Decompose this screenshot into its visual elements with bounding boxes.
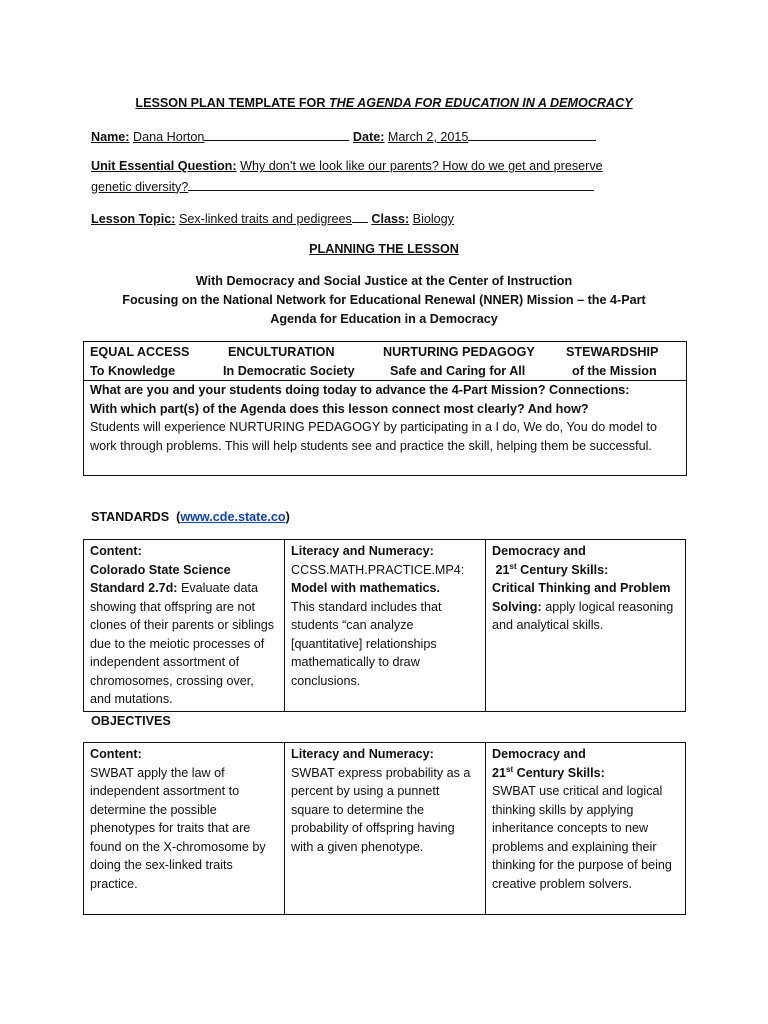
title-plain: LESSON PLAN TEMPLATE FOR [135, 96, 329, 110]
standards-content-bold: Colorado State Science Standard 2.7d: [90, 562, 231, 595]
standards-democracy-head-a: Democracy and [492, 544, 586, 558]
unit-essential-question [91, 157, 691, 196]
standards-democracy-num: 21 [495, 562, 510, 577]
objectives-label: OBJECTIVES [91, 714, 171, 728]
ueq-label: Unit Essential Question: [91, 159, 237, 173]
class-label: Class: [371, 212, 410, 226]
objectives-content-cell [84, 743, 285, 915]
planning-sub1: With Democracy and Social Justice at the Center of Instruction [195, 274, 573, 288]
topic-label: Lesson Topic: [91, 212, 176, 226]
mission-question-line2: With which part(s) of the Agenda does this lesson connect most clearly? And how? [90, 401, 589, 416]
objectives-literacy-text: SWBAT express probability as a percent by using a punnett square to determine the probability of offspring having with a given phenotype. [291, 765, 471, 854]
objectives-row [84, 743, 686, 915]
mission-col1-b: To Knowledge [90, 364, 176, 378]
date-label: Date: [352, 130, 385, 144]
planning-sub3: Agenda for Education in a Democracy [270, 312, 498, 326]
standards-literacy-head: Literacy and Numeracy: [291, 544, 434, 558]
standards-democracy-cell [486, 540, 686, 712]
date-value: March 2, 2015 [387, 130, 469, 144]
planning-sub2: Focusing on the National Network for Educational Renewal (NNER) Mission – the 4-Part [122, 293, 646, 307]
standards-content-text: Evaluate data showing that offspring are not clones of their parents or siblings due to the meiotic processes of independent assortment of chromosomes, crossing over, and mutations. [90, 581, 275, 706]
standards-literacy-bold: Model with mathematics. [291, 581, 441, 595]
objectives-democracy-num: 21 [492, 765, 507, 780]
mission-col4-b: of the Mission [572, 364, 657, 378]
objectives-content-head: Content: [90, 747, 142, 761]
standards-democracy-text: apply logical reasoning and analytical skills. [492, 599, 674, 632]
standards-literacy-cell [285, 540, 486, 712]
objectives-democracy-text: SWBAT use critical and logical thinking skills by applying inheritance concepts to new problems and explaining their thinking for the purpose of being creative problem solvers. [492, 784, 672, 891]
mission-col3-a: NURTURING PEDAGOGY [383, 345, 535, 359]
objectives-democracy-head-a: Democracy and [492, 747, 586, 761]
mission-col1-a: EQUAL ACCESS [90, 345, 190, 359]
objectives-democracy-cell [486, 743, 686, 915]
mission-col4-a: STEWARDSHIP [566, 345, 659, 359]
name-date-row [91, 126, 631, 147]
class-value: Biology [412, 212, 454, 226]
objectives-table [83, 742, 686, 915]
objectives-democracy-sup: st [506, 764, 514, 774]
standards-literacy-code: CCSS.MATH.PRACTICE.MP4: [291, 562, 465, 577]
mission-question [90, 381, 682, 455]
date-blank [468, 126, 596, 141]
page-title [0, 94, 768, 113]
standards-row [84, 540, 686, 712]
objectives-literacy-head: Literacy and Numeracy: [291, 747, 434, 761]
objectives-content-text: SWBAT apply the law of independent assortment to determine the possible phenotypes for traits that are found on the X-chromosome by doing the sex-linked traits practice. [90, 765, 266, 891]
standards-democracy-bold: Critical Thinking and Problem Solving: [492, 581, 671, 614]
title-italic: THE AGENDA FOR EDUCATION IN A DEMOCRACY [328, 96, 633, 110]
objectives-democracy-head-b: Century Skills: [516, 765, 605, 780]
ueq-blank [188, 176, 594, 191]
mission-question-line1: What are you and your students doing today to advance the 4-Part Mission? Connections: [90, 383, 630, 397]
mission-answer: Students will experience NURTURING PEDAGOGY by participating in a I do, We do, You do model to work through problems. This will help students see and practice the skill, helping them be successful. [90, 420, 658, 453]
standards-label: STANDARDS [91, 510, 170, 524]
standards-content-cell [84, 540, 285, 712]
standards-literacy-text: This standard includes that students “can analyze [quantitative] relationships mathematically to draw conclusions. [291, 599, 442, 688]
ueq-line2: genetic diversity? [91, 179, 189, 194]
lesson-topic-row [91, 208, 454, 229]
standards-link[interactable]: www.cde.state.co [180, 510, 286, 524]
name-blank [204, 126, 349, 141]
objectives-literacy-cell [285, 743, 486, 915]
standards-democracy-sup: st [509, 561, 517, 571]
name-label: Name: [91, 130, 130, 144]
mission-col2-a: ENCULTURATION [228, 345, 335, 359]
topic-blank [352, 208, 368, 223]
standards-democracy-head-b: Century Skills: [520, 562, 609, 577]
name-value: Dana Horton [133, 130, 205, 144]
mission-col2-b: In Democratic Society [223, 364, 355, 378]
ueq-line1: Why don’t we look like our parents? How do we get and preserve [240, 159, 603, 173]
standards-table [83, 539, 686, 712]
mission-box [83, 341, 687, 476]
planning-heading: PLANNING THE LESSON [309, 242, 459, 256]
standards-content-head: Content: [90, 544, 142, 558]
topic-value: Sex-linked traits and pedigrees [178, 212, 352, 226]
mission-col3-b: Safe and Caring for All [390, 364, 526, 378]
standards-heading: STANDARDS (www.cde.state.co) [91, 510, 290, 524]
